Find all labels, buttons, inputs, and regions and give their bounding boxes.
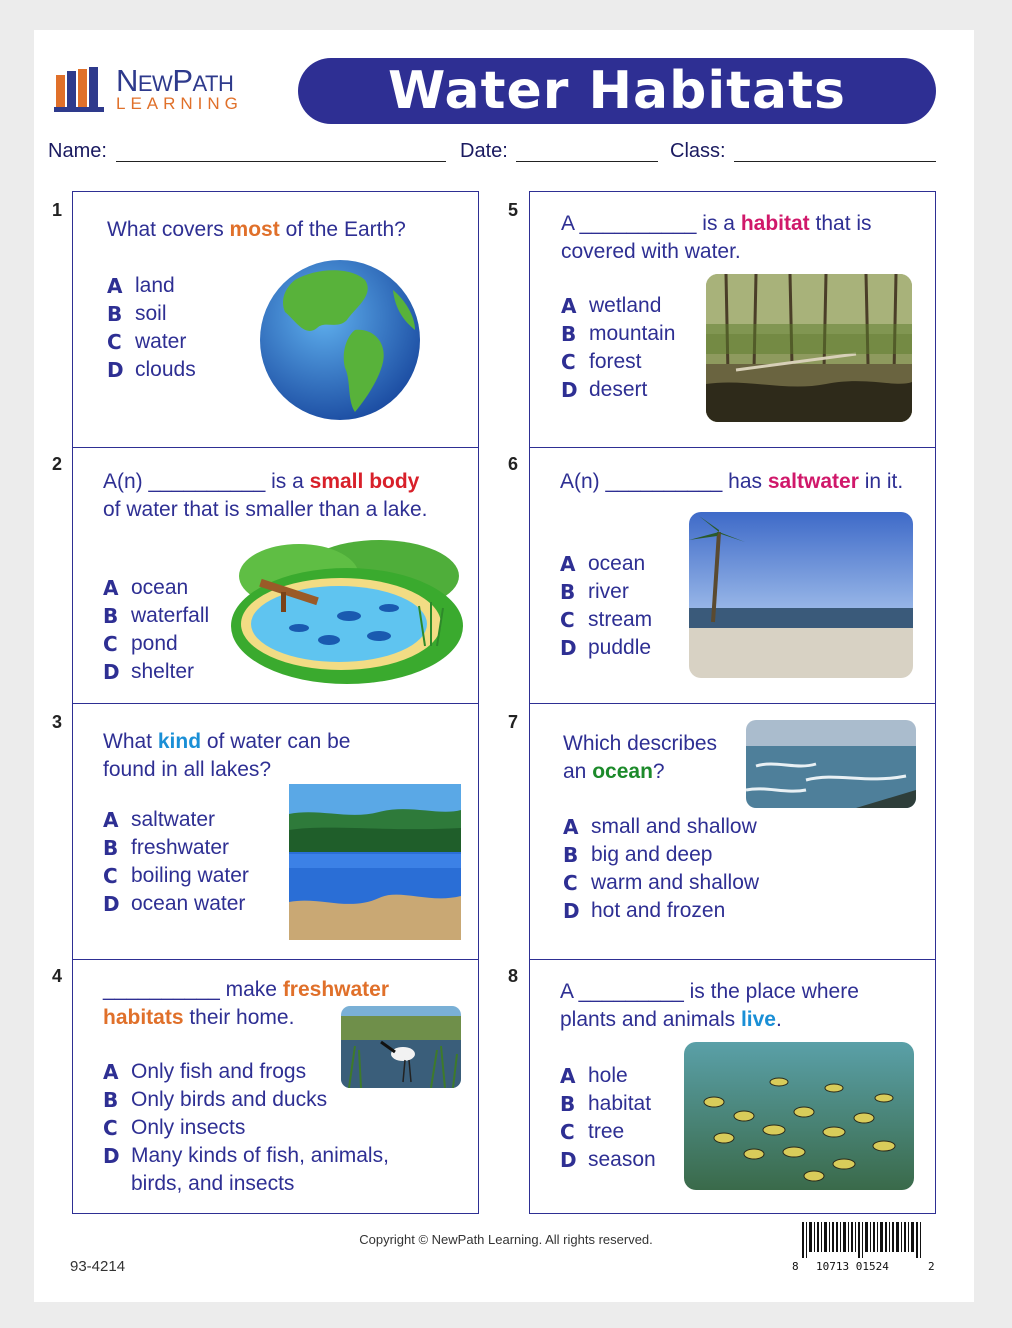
wetland-photo-icon xyxy=(706,274,912,422)
option-c[interactable]: C tree xyxy=(560,1120,625,1144)
option-a[interactable]: A hole xyxy=(560,1064,628,1088)
answer-options xyxy=(103,574,209,686)
question-text: What kind of water can be found in all lakes? xyxy=(103,730,351,781)
option-a[interactable]: A land xyxy=(107,274,175,298)
class-label: Class: xyxy=(670,140,726,162)
option-b[interactable]: B big and deep xyxy=(563,843,713,867)
name-field[interactable] xyxy=(116,161,446,162)
student-info-line xyxy=(48,140,938,166)
date-label: Date: xyxy=(460,140,508,162)
newpath-logo xyxy=(54,65,286,115)
question-card-2 xyxy=(72,447,479,705)
question-number: 6 xyxy=(508,454,519,474)
barcode-digits: 10713 01524 xyxy=(816,1260,889,1273)
question-number: 4 xyxy=(52,966,63,986)
option-b[interactable]: B river xyxy=(560,580,629,604)
answer-options xyxy=(563,813,759,925)
question-text: What covers most of the Earth? xyxy=(107,218,406,241)
product-code: 93-4214 xyxy=(70,1258,126,1275)
option-b[interactable]: B freshwater xyxy=(103,836,230,860)
question-number: 5 xyxy=(508,200,519,220)
barcode xyxy=(792,1222,934,1272)
option-b[interactable]: B Only birds and ducks xyxy=(103,1088,328,1112)
question-text: A _________ is the place where plants and animals live. xyxy=(560,980,859,1031)
question-card-8 xyxy=(529,959,936,1214)
pond-with-fish-icon xyxy=(229,536,465,686)
question-card-7 xyxy=(529,703,936,961)
option-d[interactable]: D shelter xyxy=(103,660,195,684)
page-title: Water Habitats xyxy=(298,58,936,124)
option-d[interactable]: D desert xyxy=(561,378,648,402)
option-c[interactable]: C warm and shallow xyxy=(563,871,760,895)
option-c[interactable]: C water xyxy=(107,330,187,354)
logo-line1: NewPath xyxy=(116,63,234,98)
question-number: 1 xyxy=(52,200,63,220)
question-text: A(n) __________ has saltwater in it. xyxy=(560,470,904,493)
option-b[interactable]: B mountain xyxy=(561,322,676,346)
option-d[interactable]: D Many kinds of fish, animals, birds, and insects xyxy=(103,1144,389,1195)
option-d[interactable]: D clouds xyxy=(107,358,196,382)
question-number: 3 xyxy=(52,712,63,732)
option-d[interactable]: D hot and frozen xyxy=(563,899,726,923)
answer-options xyxy=(103,806,249,918)
question-card-6 xyxy=(529,447,936,705)
answer-options xyxy=(561,292,675,404)
barcode-bars-icon xyxy=(792,1222,934,1258)
barcode-right-digit: 2 xyxy=(928,1260,935,1273)
answer-options xyxy=(560,550,652,662)
name-label: Name: xyxy=(48,140,107,162)
option-a[interactable]: A wetland xyxy=(561,294,662,318)
option-b[interactable]: B soil xyxy=(107,302,167,326)
option-a[interactable]: A Only fish and frogs xyxy=(103,1060,307,1084)
barcode-left-digit: 8 xyxy=(792,1260,799,1273)
question-card-1 xyxy=(72,191,479,449)
class-field[interactable] xyxy=(734,161,936,162)
question-text: __________ make freshwater habitats their home. xyxy=(103,978,390,1029)
logo-line2: LEARNING xyxy=(116,94,243,113)
option-b[interactable]: B habitat xyxy=(560,1092,652,1116)
option-a[interactable]: A small and shallow xyxy=(563,815,757,839)
date-field[interactable] xyxy=(516,161,658,162)
option-c[interactable]: C stream xyxy=(560,608,653,632)
option-a[interactable]: A ocean xyxy=(560,552,646,576)
option-d[interactable]: D ocean water xyxy=(103,892,246,916)
fish-school-photo-icon xyxy=(684,1042,914,1190)
wading-bird-marsh-icon xyxy=(341,1006,461,1088)
question-card-5 xyxy=(529,191,936,449)
answer-options xyxy=(107,272,196,384)
lake-landscape-icon xyxy=(289,784,461,940)
copyright-text: Copyright © NewPath Learning. All rights reserved. xyxy=(359,1232,653,1247)
question-number: 7 xyxy=(508,712,519,732)
question-text: A __________ is a habitat that is covered with water. xyxy=(561,212,872,263)
option-c[interactable]: C Only insects xyxy=(103,1116,246,1140)
option-c[interactable]: C pond xyxy=(103,632,178,656)
question-number: 2 xyxy=(52,454,63,474)
question-text: Which describes an ocean? xyxy=(563,732,718,783)
option-a[interactable]: A saltwater xyxy=(103,808,216,832)
option-c[interactable]: C forest xyxy=(561,350,642,374)
option-d[interactable]: D season xyxy=(560,1148,656,1172)
question-card-4 xyxy=(72,959,479,1214)
books-logo-icon xyxy=(54,65,110,113)
beach-palm-photo-icon xyxy=(689,512,913,678)
option-d[interactable]: D puddle xyxy=(560,636,652,660)
answer-options xyxy=(560,1062,656,1174)
question-card-3 xyxy=(72,703,479,961)
option-a[interactable]: A ocean xyxy=(103,576,189,600)
question-number: 8 xyxy=(508,966,519,986)
ocean-waves-photo-icon xyxy=(746,720,916,808)
question-text: A(n) __________ is a small body of water that is smaller than a lake. xyxy=(103,470,428,521)
earth-globe-icon xyxy=(255,250,425,430)
option-b[interactable]: B waterfall xyxy=(103,604,210,628)
option-c[interactable]: C boiling water xyxy=(103,864,249,888)
